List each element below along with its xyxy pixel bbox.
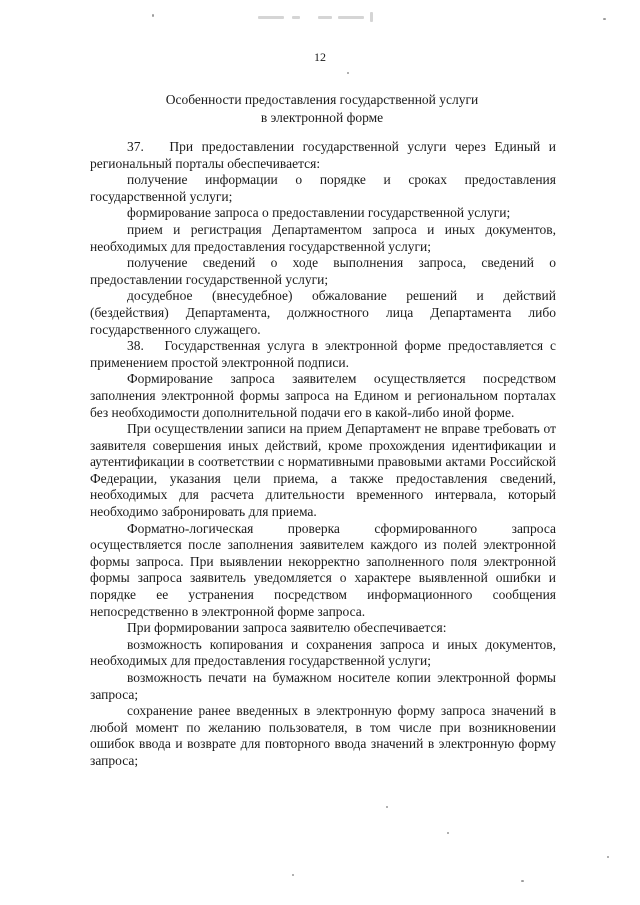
- scan-speck: [347, 72, 349, 74]
- scan-artifact-stamp: [258, 12, 388, 26]
- paragraph-37: 37. При предоставлении государственной услуги через Единый и региональный порталы обеспечивается:: [90, 139, 556, 171]
- list-item-information: получение информации о порядке и сроках предоставления государственной услуги;: [90, 172, 556, 204]
- page-number: 12: [314, 50, 326, 64]
- scan-speck: [607, 856, 609, 858]
- paragraph-38: 38. Государственная услуга в электронной форме предоставляется с применением простой электронной подписи.: [90, 338, 556, 370]
- paragraph-provisions-intro: При формировании запроса заявителю обеспечивается:: [127, 620, 447, 636]
- scan-speck: [521, 880, 524, 882]
- document-body: [90, 139, 556, 770]
- section-heading: [90, 91, 554, 127]
- scan-speck: [292, 874, 294, 876]
- scan-speck: [447, 832, 449, 834]
- list-item-printing: возможность печати на бумажном носителе копии электронной формы запроса;: [90, 670, 556, 702]
- paragraph-validation: Форматно-логическая проверка сформированного запроса осуществляется после заполнения заявителем каждого из полей электронной формы запроса. При выявлении некорректно заполненного поля электронной формы запроса заявитель уведомляется о характере выявленной ошибки и порядке ее устранения посредством информационного сообщения непосредственно в электронной форме запроса.: [90, 520, 556, 619]
- paragraph-appointment: При осуществлении записи на прием Департамент не вправе требовать от заявителя совершения иных действий, кроме прохождения идентификации и аутентификации в соответствии с нормативными правовыми актами Российской Федерации, указания цели приема, а также предоставления сведений, необходимых для расчета длительности временного интервала, который необходимо забронировать для приема.: [90, 421, 556, 520]
- list-item-status: получение сведений о ходе выполнения запроса, сведений о предоставлении государственной услуги;: [90, 255, 556, 287]
- list-item-request-forming: формирование запроса о предоставлении государственной услуги;: [127, 205, 511, 221]
- list-item-appeal: досудебное (внесудебное) обжалование решений и действий (бездействия) Департамента, должностного лица Департамента либо государственного служащего.: [90, 288, 556, 337]
- scan-speck: [152, 14, 154, 17]
- section-heading-line: в электронной форме: [260, 110, 384, 125]
- paragraph-request-forming: Формирование запроса заявителем осуществляется посредством заполнения электронной формы запроса на Едином и региональном порталах без необходимости дополнительной подачи его в какой-либо иной форме.: [90, 371, 556, 420]
- scan-speck: [386, 806, 388, 808]
- scan-speck: [603, 18, 606, 20]
- section-heading-line: Особенности предоставления государственной услуги: [165, 92, 479, 107]
- list-item-registration: прием и регистрация Департаментом запроса и иных документов, необходимых для предоставления государственной услуги;: [90, 221, 556, 254]
- list-item-copying: возможность копирования и сохранения запроса и иных документов, необходимых для предоставления государственной услуги;: [90, 636, 556, 669]
- list-item-saving: сохранение ранее введенных в электронную форму запроса значений в любой момент по желанию пользователя, в том числе при возникновении ошибок ввода и возврате для повторного ввода значений в электронную форму запроса;: [90, 703, 556, 768]
